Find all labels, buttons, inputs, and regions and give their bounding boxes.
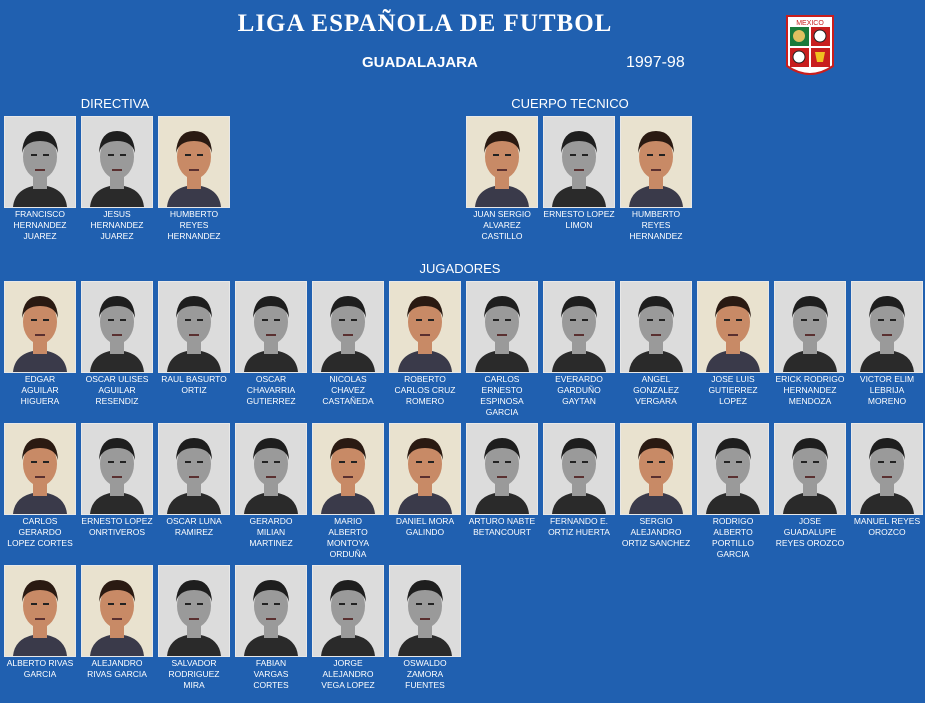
person-card [620, 423, 692, 549]
person-card [774, 423, 846, 549]
person-card [81, 565, 153, 680]
crest-text: MEXICO [796, 20, 824, 27]
person-card [697, 281, 769, 407]
person-name: MANUEL REYES OROZCO [853, 516, 921, 537]
person-card [312, 423, 384, 560]
portrait-photo [312, 423, 384, 515]
portrait-photo [4, 116, 76, 208]
person-name: GERARDO MILIAN MARTINEZ [249, 516, 293, 548]
person-card [81, 423, 153, 538]
person-name: HUMBERTO REYES HERNANDEZ [629, 209, 683, 241]
club-crest [785, 14, 835, 82]
person-card [312, 565, 384, 691]
person-name: CARLOS ERNESTO ESPINOSA GARCIA [480, 374, 524, 417]
person-card [81, 281, 153, 407]
person-card [235, 281, 307, 407]
portrait-photo [774, 281, 846, 373]
person-name: RODRIGO ALBERTO PORTILLO GARCIA [712, 516, 754, 559]
portrait-photo [466, 281, 538, 373]
person-name: ANGEL GONZALEZ VERGARA [633, 374, 679, 406]
person-name: ALEJANDRO RIVAS GARCIA [87, 658, 147, 679]
portrait-photo [158, 565, 230, 657]
person-card [235, 423, 307, 549]
person-card [851, 423, 923, 538]
person-name: OSCAR ULISES AGUILAR RESENDIZ [85, 374, 149, 406]
person-name: RAUL BASURTO ORTIZ [161, 374, 227, 395]
person-name: ERICK RODRIGO HERNANDEZ MENDOZA [775, 374, 845, 406]
person-name: FRANCISCO HERNANDEZ JUAREZ [13, 209, 67, 241]
portrait-photo [81, 116, 153, 208]
person-name: OSCAR LUNA RAMIREZ [166, 516, 222, 537]
person-name: OSCAR CHAVARRIA GUTIERREZ [246, 374, 296, 406]
person-card [466, 423, 538, 538]
portrait-photo [389, 281, 461, 373]
portrait-photo [235, 423, 307, 515]
portrait-photo [158, 116, 230, 208]
person-card [543, 423, 615, 538]
person-card [4, 116, 76, 242]
person-name: JOSE LUIS GUTIERREZ LOPEZ [708, 374, 758, 406]
person-name: ALBERTO RIVAS GARCIA [6, 658, 74, 679]
person-name: ERNESTO LOPEZ LIMON [543, 209, 615, 230]
person-card [389, 281, 461, 407]
person-card [4, 281, 76, 407]
portrait-photo [543, 281, 615, 373]
person-name: EDGAR AGUILAR HIGUERA [20, 374, 60, 406]
person-name: FABIAN VARGAS CORTES [253, 658, 289, 690]
portrait-photo [389, 565, 461, 657]
person-card [543, 281, 615, 407]
person-card [620, 281, 692, 407]
person-name: DANIEL MORA GALINDO [395, 516, 455, 537]
person-name: JOSE GUADALUPE REYES OROZCO [775, 516, 845, 548]
team-name: GUADALAJARA [362, 54, 478, 71]
person-name: OSWALDO ZAMORA FUENTES [403, 658, 447, 690]
person-name: ARTURO NABTE BETANCOURT [468, 516, 536, 537]
person-name: HUMBERTO REYES HERNANDEZ [167, 209, 221, 241]
portrait-photo [697, 281, 769, 373]
portrait-photo [620, 423, 692, 515]
portrait-photo [81, 565, 153, 657]
person-name: SERGIO ALEJANDRO ORTIZ SANCHEZ [621, 516, 691, 548]
person-card [312, 281, 384, 407]
person-card [4, 423, 76, 549]
person-card [158, 116, 230, 242]
person-card [158, 281, 230, 396]
portrait-photo [235, 565, 307, 657]
section-directiva: DIRECTIVA [80, 96, 150, 111]
person-name: JUAN SERGIO ALVAREZ CASTILLO [473, 209, 531, 241]
portrait-photo [158, 423, 230, 515]
portrait-photo [158, 281, 230, 373]
person-card [235, 565, 307, 691]
person-card [158, 423, 230, 538]
person-name: MARIO ALBERTO MONTOYA ORDUÑA [326, 516, 370, 559]
section-cuerpo-tecnico: CUERPO TECNICO [511, 96, 629, 111]
portrait-photo [4, 565, 76, 657]
portrait-photo [81, 281, 153, 373]
person-card [620, 116, 692, 242]
person-name: NICOLAS CHAVEZ CASTAÑEDA [322, 374, 374, 406]
person-name: EVERARDO GARDUÑO GAYTAN [555, 374, 603, 406]
portrait-photo [312, 281, 384, 373]
portrait-photo [466, 423, 538, 515]
person-card [158, 565, 230, 691]
portrait-photo [851, 281, 923, 373]
portrait-photo [774, 423, 846, 515]
person-name: SALVADOR RODRIGUEZ MIRA [168, 658, 220, 690]
person-name: ROBERTO CARLOS CRUZ ROMERO [394, 374, 456, 406]
portrait-photo [697, 423, 769, 515]
person-card [389, 423, 461, 538]
person-card [774, 281, 846, 407]
portrait-photo [389, 423, 461, 515]
page-title: LIGA ESPAÑOLA DE FUTBOL [237, 10, 613, 37]
person-card [543, 116, 615, 231]
person-card [466, 116, 538, 242]
person-card [697, 423, 769, 560]
person-card [389, 565, 461, 691]
portrait-photo [312, 565, 384, 657]
person-card [851, 281, 923, 407]
season-label: 1997-98 [626, 54, 685, 71]
portrait-photo [235, 281, 307, 373]
person-name: ERNESTO LOPEZ ONRTIVEROS [81, 516, 153, 537]
portrait-photo [851, 423, 923, 515]
portrait-photo [620, 116, 692, 208]
person-card [466, 281, 538, 418]
person-name: JORGE ALEJANDRO VEGA LOPEZ [321, 658, 375, 690]
portrait-photo [4, 281, 76, 373]
portrait-photo [81, 423, 153, 515]
person-name: FERNANDO E. ORTIZ HUERTA [548, 516, 610, 537]
portrait-photo [466, 116, 538, 208]
portrait-photo [620, 281, 692, 373]
person-card [4, 565, 76, 680]
portrait-photo [543, 423, 615, 515]
person-card [81, 116, 153, 242]
section-jugadores: JUGADORES [419, 261, 501, 276]
person-name: CARLOS GERARDO LOPEZ CORTES [7, 516, 73, 548]
person-name: JESUS HERNANDEZ JUAREZ [90, 209, 144, 241]
portrait-photo [543, 116, 615, 208]
portrait-photo [4, 423, 76, 515]
person-name: VICTOR ELIM LEBRIJA MORENO [859, 374, 915, 406]
